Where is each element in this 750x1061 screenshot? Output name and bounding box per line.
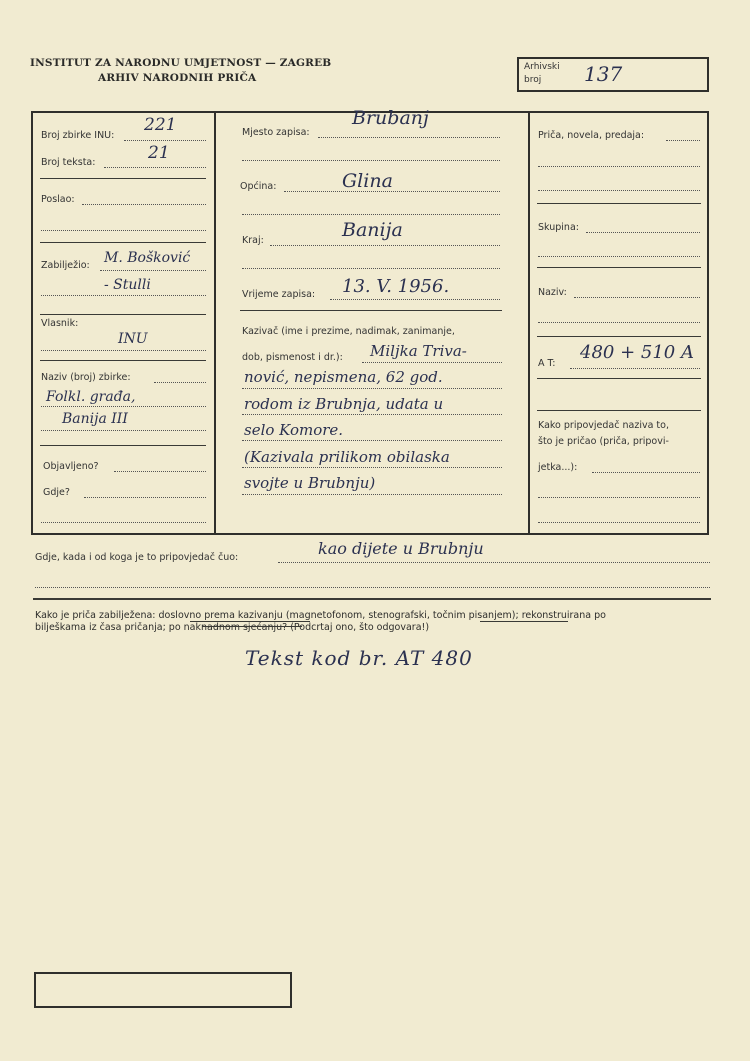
collection-name-label: Naziv (broj) zbirke: <box>41 372 131 383</box>
source-value: kao dijete u Brubnju <box>318 539 484 558</box>
place-label: Mjesto zapisa: <box>242 127 310 138</box>
published-label: Objavljeno? <box>43 461 99 472</box>
name-label: Naziv: <box>538 287 567 298</box>
divider-right <box>528 111 530 535</box>
collection-name-value-1: Folkl. građa, <box>46 389 136 405</box>
collection-name-value-2: Banija III <box>62 411 128 427</box>
recording-note-line2: bilješkama iz časa pričanja; po naknadnom sjećanju? (Podcrtaj ono, što odgovara!) <box>35 621 430 633</box>
record-date-label: Vrijeme zapisa: <box>242 289 316 300</box>
narrator-value-6: svojte u Brubnju) <box>244 474 376 492</box>
narrator-value-2: nović, nepismena, 62 god. <box>244 368 443 386</box>
recorded-by-value-2: - Stulli <box>104 277 151 293</box>
narrator-value-1: Miljka Trivа- <box>370 342 467 360</box>
region-value: Banija <box>342 219 403 241</box>
text-number-label: Broj teksta: <box>41 157 96 168</box>
bottom-empty-box <box>34 972 292 1008</box>
where-label: Gdje? <box>43 487 70 498</box>
strike-subsequent <box>202 626 302 627</box>
place-value: Brubanj <box>352 107 429 129</box>
story-type-label: Priča, novela, predaja: <box>538 130 645 141</box>
handwritten-note: Tekst kod br. AT 480 <box>245 646 473 670</box>
recorded-by-label: Zabilježio: <box>41 260 90 271</box>
archive-number-value: 137 <box>584 62 623 86</box>
narrator-naming-label-2: što je pričao (priča, pripovi- <box>538 436 669 447</box>
recorded-by-value-1: M. Bošković <box>104 250 191 266</box>
underline-exact <box>480 621 568 622</box>
recording-note-line1: Kako je priča zabilježena: doslovno prema kazivanju (magnetofonom, stenografski, točnim pisanjem); rekonstruirana po <box>35 610 606 621</box>
municipality-value: Glina <box>342 170 393 192</box>
record-date-value: 13. V. 1956. <box>342 276 450 297</box>
group-label: Skupina: <box>538 222 579 233</box>
archive-number-label-1: Arhivski <box>524 62 560 72</box>
region-label: Kraj: <box>242 235 264 246</box>
collection-number-value: 221 <box>144 115 177 135</box>
narrator-naming-label-3: jetka...): <box>538 462 578 473</box>
collection-number-label: Broj zbirke INU: <box>41 130 115 141</box>
institute-title: INSTITUT ZA NARODNU UMJETNOST — ZAGREB <box>30 57 332 69</box>
archive-number-label-2: broj <box>524 75 542 85</box>
owner-label: Vlasnik: <box>41 318 79 329</box>
sent-by-label: Poslao: <box>41 194 75 205</box>
text-number-value: 21 <box>148 143 170 163</box>
narrator-label-2: dob, pismenost i dr.): <box>242 352 343 363</box>
narrator-value-4: selo Komore. <box>244 421 344 439</box>
owner-value: INU <box>118 331 148 347</box>
source-label: Gdje, kada i od koga je to pripovjedač čuo: <box>35 552 239 563</box>
at-label: A T: <box>538 358 556 369</box>
narrator-value-5: (Kazivala prilikom obilaska <box>244 448 450 466</box>
underline-verbatim <box>190 621 310 622</box>
narrator-naming-label-1: Kako pripovjedač naziva to, <box>538 420 669 431</box>
municipality-label: Općina: <box>240 181 277 192</box>
narrator-label-1: Kazivač (ime i prezime, nadimak, zanimanje, <box>242 326 455 337</box>
narrator-value-3: rodom iz Brubnja, udata u <box>244 395 444 413</box>
divider-left <box>214 111 216 535</box>
archive-title: ARHIV NARODNIH PRIČA <box>98 72 257 84</box>
at-value: 480 + 510 A <box>580 342 694 363</box>
